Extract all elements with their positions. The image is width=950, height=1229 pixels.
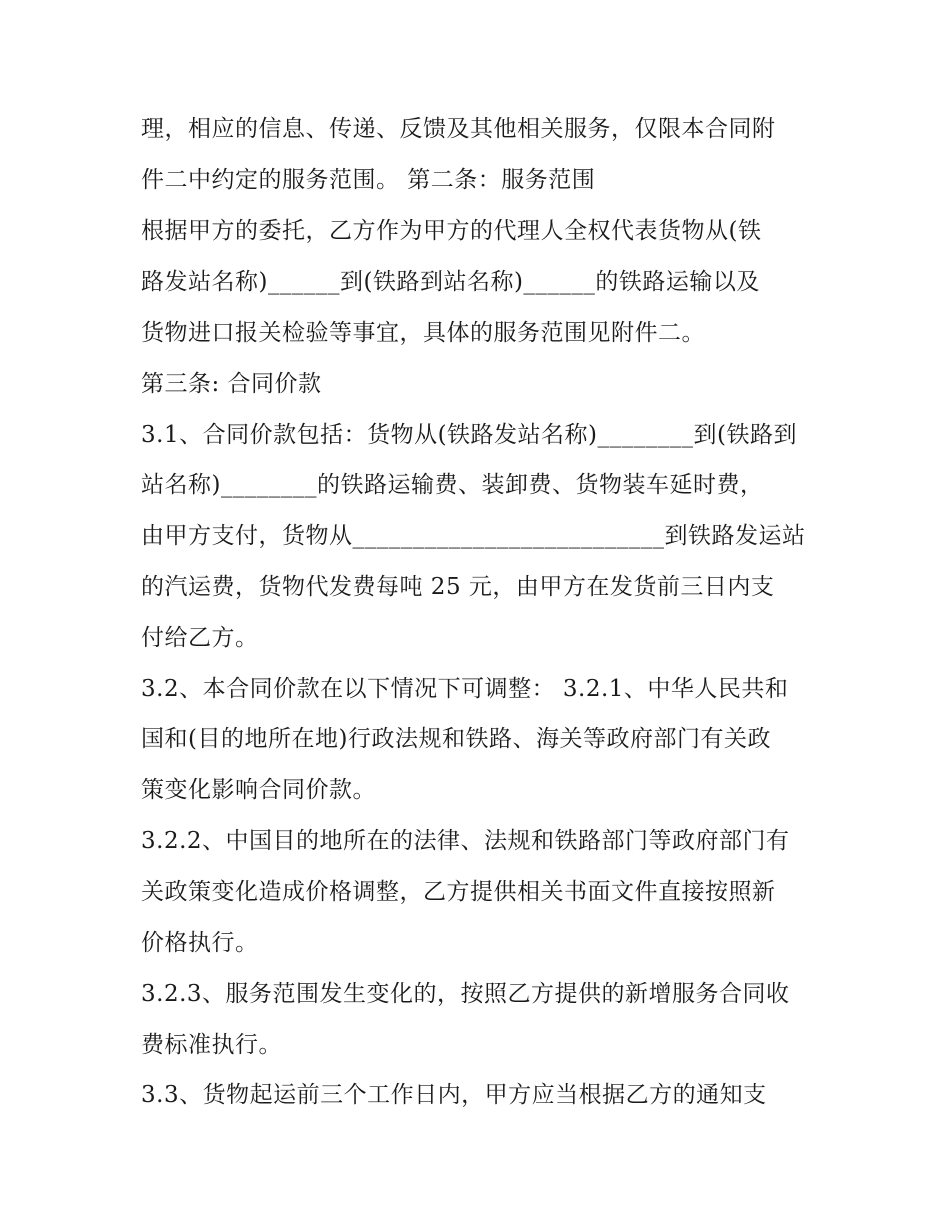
- text-line: 策变化影响合同价款。: [141, 777, 376, 803]
- text-line: 付给乙方。: [141, 625, 259, 651]
- text-line: 货物进口报关检验等事宜，具体的服务范围见附件二。: [141, 320, 705, 346]
- text-line: 关政策变化造成价格调整，乙方提供相关书面文件直接按照新: [141, 879, 776, 905]
- text-line: 站名称)________的铁路运输费、装卸费、货物装车延时费，: [141, 472, 764, 498]
- text-line: 件二中约定的服务范围。 第二条：服务范围: [141, 167, 596, 193]
- text-line: 3.1、合同价款包括：货物从(铁路发站名称)________到(铁路到: [141, 422, 797, 448]
- text-line: 3.2.3、服务范围发生变化的，按照乙方提供的新增服务合同收: [141, 981, 790, 1007]
- text-line: 3.3、货物起运前三个工作日内，甲方应当根据乙方的通知支: [141, 1082, 767, 1108]
- section-heading: 第三条: 合同价款: [141, 371, 322, 397]
- text-line: 的汽运费，货物代发费每吨 25 元，由甲方在发货前三日内支: [141, 574, 775, 600]
- text-line: 理，相应的信息、传递、反馈及其他相关服务，仅限本合同附: [141, 116, 776, 142]
- text-line: 由甲方支付，货物从__________________________到铁路发运站: [141, 523, 806, 549]
- text-line: 费标准执行。: [141, 1032, 282, 1058]
- text-line: 路发站名称)______到(铁路到站名称)______的铁路运输以及: [141, 269, 760, 295]
- text-line: 国和(目的地所在地)行政法规和铁路、海关等政府部门有关政: [141, 726, 771, 752]
- text-line: 3.2.2、中国目的地所在的法律、法规和铁路部门等政府部门有: [141, 828, 790, 854]
- text-line: 价格执行。: [141, 930, 259, 956]
- text-line: 根据甲方的委托，乙方作为甲方的代理人全权代表货物从(铁: [141, 218, 762, 244]
- text-line: 3.2、本合同价款在以下情况下可调整： 3.2.1、中华人民共和: [141, 676, 789, 702]
